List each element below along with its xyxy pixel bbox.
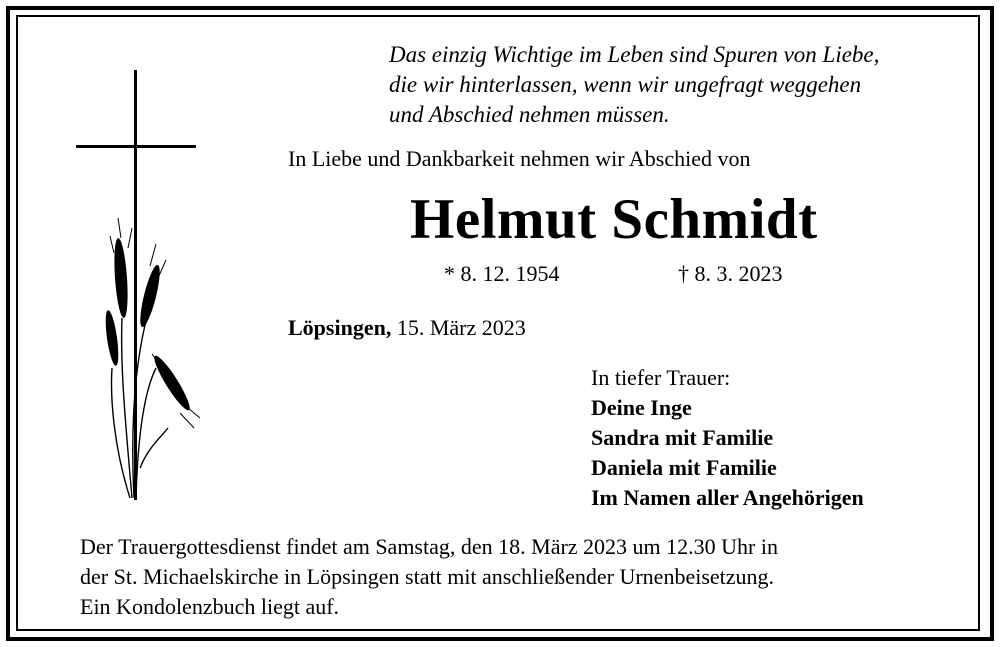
mourners-header: In tiefer Trauer: <box>591 365 731 390</box>
quote-line: und Abschied nehmen müssen. <box>389 102 670 127</box>
quote-line: Das einzig Wichtige im Leben sind Spuren von Liebe, <box>389 42 880 67</box>
service-info <box>80 532 778 622</box>
mourner-name: Deine Inge <box>591 395 692 420</box>
deceased-name: Helmut Schmidt <box>410 188 818 251</box>
death-date: † 8. 3. 2023 <box>678 261 783 286</box>
mourner-name: Sandra mit Familie <box>591 425 774 450</box>
service-line: Ein Kondolenzbuch liegt auf. <box>80 594 340 619</box>
place-and-date <box>288 315 526 341</box>
intro-text: In Liebe und Dankbarkeit nehmen wir Abschied von <box>288 146 751 171</box>
cross-with-wheat-icon <box>70 68 210 504</box>
notice-date: 15. März 2023 <box>396 315 526 340</box>
birth-date: * 8. 12. 1954 <box>444 261 560 286</box>
place: Löpsingen, <box>288 315 392 340</box>
service-line: der St. Michaelskirche in Löpsingen statt mit anschließender Urnenbeisetzung. <box>80 564 775 589</box>
quote-line: die wir hinterlassen, wenn wir ungefragt weggehen <box>389 72 862 97</box>
mourners-block <box>591 363 864 513</box>
mourner-name: Im Namen aller Angehörigen <box>591 485 864 510</box>
memorial-quote <box>389 40 949 130</box>
mourner-name: Daniela mit Familie <box>591 455 777 480</box>
service-line: Der Trauergottesdienst findet am Samstag, den 18. März 2023 um 12.30 Uhr in <box>80 534 778 559</box>
